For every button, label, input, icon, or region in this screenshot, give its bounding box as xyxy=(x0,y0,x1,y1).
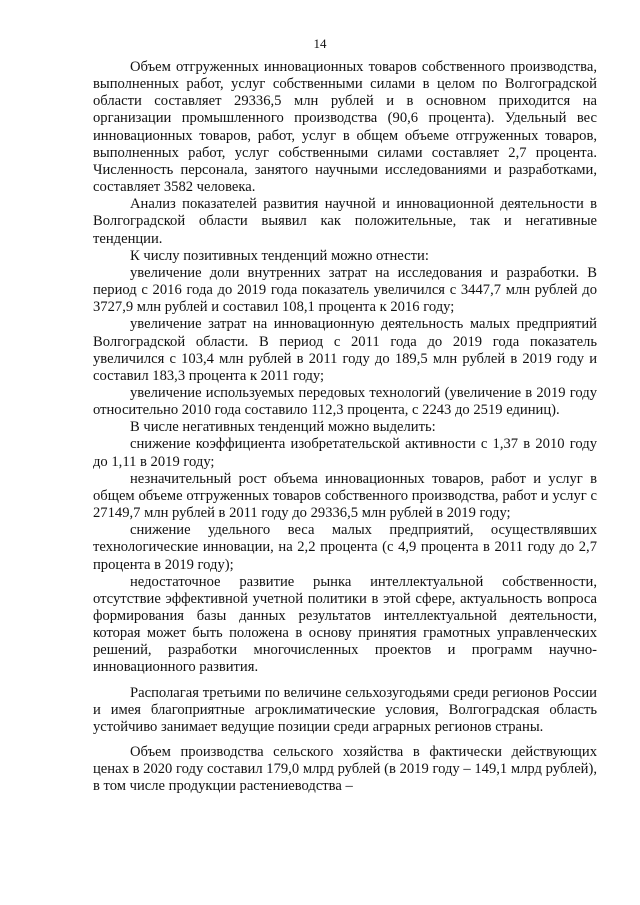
document-body xyxy=(93,59,597,796)
paragraph-negative-trend-invention-activity: снижение коэффициента изобретательской активности с 1,37 в 2010 году до 1,11 в 2019 году; xyxy=(93,436,597,470)
paragraph-analysis-summary: Анализ показателей развития научной и инновационной деятельности в Волгоградской области выявил как положительные, так и негативные тенденции. xyxy=(93,196,597,247)
paragraph-positive-trend-rnd-costs: увеличение доли внутренних затрат на исследования и разработки. В период с 2016 года до 2019 года показатель увеличился с 3447,7 млн рублей до 3727,9 млн рублей и составил 108,1 процента к 2016 году; xyxy=(93,264,597,316)
paragraph-positive-trends-heading: К числу позитивных тенденций можно отнести: xyxy=(130,247,429,264)
paragraph-negative-trend-innovative-goods: незначительный рост объема инновационных товаров, работ и услуг в общем объеме отгруженных товаров собственного производства, работ и услуг с 27149,7 млн рублей в 2011 году до 29336,5 млн рублей в 2019 году; xyxy=(93,470,597,522)
paragraph-negative-trend-ip-market: недостаточное развитие рынка интеллектуальной собственности, отсутствие эффективной учетной политики в этой сфере, актуальность вопроса формирования базы данных результатов интеллектуальной деятельности, которая может быть положена в основу принятия грамотных управленческих решений, разработки многочисленных проектов и программ научно-инновационного развития. xyxy=(93,573,597,676)
paragraph-negative-trend-small-enterprise-share: снижение удельного веса малых предприятий, осуществлявших технологические инновации, на 2,2 процента (с 4,9 процента в 2011 году до 2,7 процента в 2019 году); xyxy=(93,522,597,573)
paragraph-agriculture-production-volume: Объем производства сельского хозяйства в фактически действующих ценах в 2020 году составил 179,0 млрд рублей (в 2019 году – 149,1 млрд рублей), в том числе продукции растениеводства – xyxy=(93,744,597,795)
paragraph-positive-trend-technologies: увеличение используемых передовых технологий (увеличение в 2019 году относительно 2010 года составило 112,3 процента, с 2243 до 2519 единиц). xyxy=(93,384,597,419)
paragraph-positive-trend-small-enterprises: увеличение затрат на инновационную деятельность малых предприятий Волгоградской области. В период с 2011 года до 2019 года показатель увеличился с 103,4 млн рублей в 2011 году до 189,5 млн рублей в 2019 году и составил 183,3 процента к 2011 году; xyxy=(93,316,597,384)
paragraph-agriculture-position: Располагая третьими по величине сельхозугодьями среди регионов России и имея благоприятные агроклиматические условия, Волгоградская область устойчиво занимает ведущие позиции среди аграрных регионов страны. xyxy=(93,684,597,735)
page-number: 14 xyxy=(313,36,327,51)
paragraph-negative-trends-heading: В числе негативных тенденций можно выделить: xyxy=(130,419,436,436)
paragraph-innovative-goods-volume: Объем отгруженных инновационных товаров собственного производства, выполненных работ, услуг собственными силами в целом по Волгоградской области составляет 29336,5 млн рублей и в основном приходится на организации промышленного производства (90,6 процента). Удельный вес инновационных товаров, работ, услуг в общем объеме отгруженных товаров, выполненных работ, услуг собственными силами составляет 2,7 процента. Численность персонала, занятого научными исследованиями и разработками, составляет 3582 человека. xyxy=(93,59,597,196)
